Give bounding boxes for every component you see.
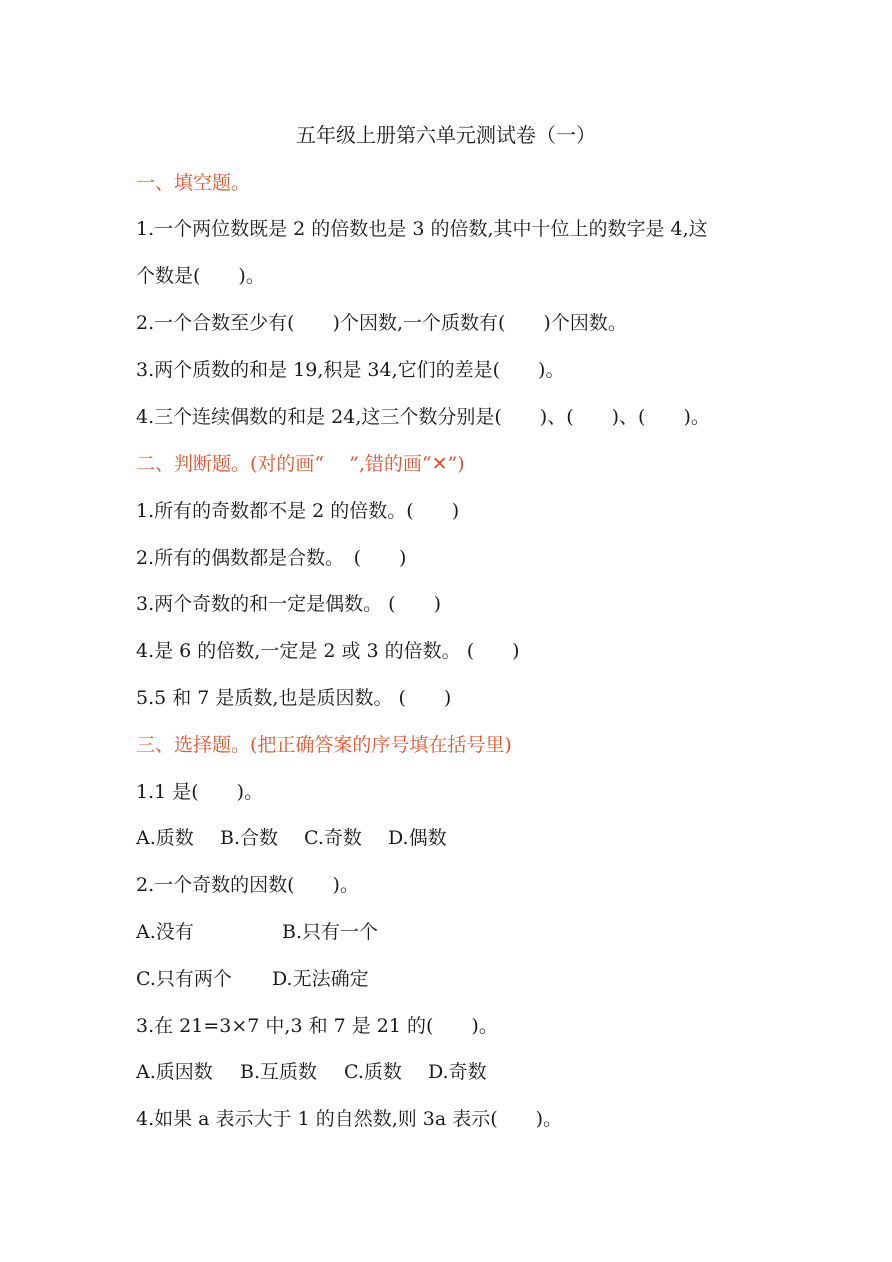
option-d: D.偶数 xyxy=(388,827,447,849)
question-tf-1: 1.所有的奇数都不是 2 的倍数。( ) xyxy=(136,500,460,522)
question-choice-1-options xyxy=(136,823,447,853)
question-choice-2-options-row-1 xyxy=(136,917,378,947)
option-c: C.奇数 xyxy=(304,827,362,849)
question-tf-4: 4.是 6 的倍数,一定是 2 或 3 的倍数。 ( ) xyxy=(136,640,520,662)
question-fill-2: 2.一个合数至少有( )个因数,一个质数有( )个因数。 xyxy=(136,312,627,334)
question-choice-3: 3.在 21=3×7 中,3 和 7 是 21 的( )。 xyxy=(136,1015,498,1037)
question-tf-5: 5.5 和 7 是质数,也是质因数。 ( ) xyxy=(136,687,452,709)
option-a: A.没有 xyxy=(136,921,194,943)
question-fill-4: 4.三个连续偶数的和是 24,这三个数分别是( )、( )、( )。 xyxy=(136,406,710,428)
question-choice-4: 4.如果 a 表示大于 1 的自然数,则 3a 表示( )。 xyxy=(136,1108,563,1130)
question-fill-1-line-1: 1.一个两位数既是 2 的倍数也是 3 的倍数,其中十位上的数字是 4,这 xyxy=(136,218,708,240)
option-b: B.互质数 xyxy=(240,1061,318,1083)
question-choice-2: 2.一个奇数的因数( )。 xyxy=(136,874,359,896)
option-d: D.奇数 xyxy=(428,1061,487,1083)
option-c: C.只有两个 xyxy=(136,968,232,990)
question-choice-1: 1.1 是( )。 xyxy=(136,781,264,803)
section-heading-true-false: 二、判断题。(对的画“ ”,错的画“✕”) xyxy=(136,453,465,475)
option-a: A.质因数 xyxy=(136,1061,213,1083)
question-tf-2: 2.所有的偶数都是合数。 ( ) xyxy=(136,547,407,569)
section-heading-fill-in: 一、填空题。 xyxy=(136,172,251,194)
option-d: D.无法确定 xyxy=(272,968,369,990)
question-choice-2-options-row-2 xyxy=(136,964,369,994)
section-heading-choice: 三、选择题。(把正确答案的序号填在括号里) xyxy=(136,734,512,756)
option-b: B.只有一个 xyxy=(282,921,379,943)
page-title: 五年级上册第六单元测试卷（一） xyxy=(296,123,596,147)
question-tf-3: 3.两个奇数的和一定是偶数。 ( ) xyxy=(136,593,441,615)
question-fill-3: 3.两个质数的和是 19,积是 34,它们的差是( )。 xyxy=(136,359,565,381)
question-choice-3-options xyxy=(136,1057,487,1087)
option-a: A.质数 xyxy=(136,827,194,849)
option-b: B.合数 xyxy=(220,827,279,849)
option-c: C.质数 xyxy=(344,1061,402,1083)
question-fill-1-line-2: 个数是( )。 xyxy=(136,265,265,287)
